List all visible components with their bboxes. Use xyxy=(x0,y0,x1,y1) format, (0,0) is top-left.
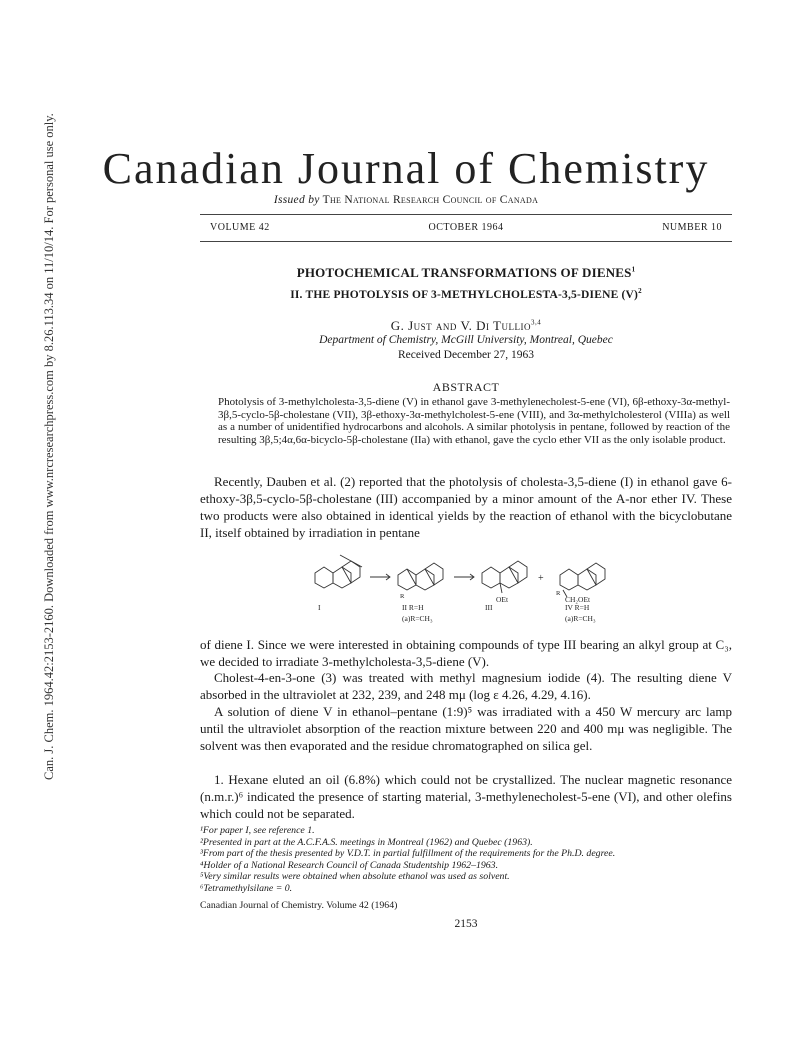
footnote-5: ⁵Very similar results were obtained when absolute ethanol was used as solvent. xyxy=(200,871,510,882)
label-IV: IV R=H xyxy=(565,603,590,612)
label-IVa: (a)R=CH₃ xyxy=(565,614,596,623)
paragraph-1: Recently, Dauben et al. (2) reported that the photolysis of cholesta-3,5-diene (I) in ethanol gave 6-ethoxy-3β,5-cyclo-5β-cholestane (III) accompanied by a minor amount of the A-nor ether IV. These two products were also obtained in identical yields by the reaction of ethanol with the bicyclobutane II, itself obtained by irradiation in pentane xyxy=(200,474,732,540)
footnotes xyxy=(200,825,732,894)
issuing-organization: The National Research Council of Canada xyxy=(322,194,539,206)
paragraph-5: 1. Hexane eluted an oil (6.8%) which could not be crystallized. The nuclear magnetic resonance (n.m.r.)⁶ indicated the presence of starting material, 3-methylenecholest-5-ene (VI), and other olefins which could not be separated. xyxy=(200,772,732,821)
journal-title: Canadian Journal of Chemistry xyxy=(102,144,710,193)
label-IIa: (a)R=CH₃ xyxy=(402,614,433,623)
download-note-text: Can. J. Chem. 1964.42:2153-2160. Downloaded from www.nrcresearchpress.com by 8.26.113.34 on 11/10/14. For personal use only. xyxy=(42,113,56,780)
issue-date: OCTOBER 1964 xyxy=(428,222,504,233)
page-number: 2153 xyxy=(454,918,478,930)
article-title-text: PHOTOCHEMICAL TRANSFORMATIONS OF DIENES xyxy=(296,265,632,280)
structure-II xyxy=(398,563,443,590)
footnote-3: ³From part of the thesis presented by V.D.T. in partial fulfillment of the requirements for the Ph.D. degree. xyxy=(200,848,616,859)
authors-footnote-mark: 3,4 xyxy=(531,318,542,327)
footnote-6: ⁶Tetramethylsilane = 0. xyxy=(200,882,293,894)
ch2oet-label: CH₂OEt xyxy=(565,595,591,604)
article-subtitle xyxy=(200,287,732,301)
r-label-2: R xyxy=(556,590,561,597)
article-subtitle-text: II. THE PHOTOLYSIS OF 3-METHYLCHOLESTA-3,5-DIENE (V) xyxy=(290,288,639,301)
reaction-scheme xyxy=(310,545,650,633)
authors xyxy=(200,318,732,334)
download-side-note xyxy=(2,113,56,780)
issued-word: Issued xyxy=(273,194,306,206)
abstract-heading: ABSTRACT xyxy=(432,380,500,394)
plus-sign: + xyxy=(538,573,544,584)
oet-label: OEt xyxy=(496,595,509,604)
issued-by-line xyxy=(0,194,812,206)
footnote-4: ⁴Holder of a National Research Council of Canada Studentship 1962–1963. xyxy=(200,859,499,871)
paragraph-2: of diene I. Since we were interested in obtaining compounds of type III bearing an alkyl group at C₃, we decided to irradiate 3-methylcholesta-3,5-diene (V). xyxy=(200,637,732,669)
r-label-1: R xyxy=(400,593,405,600)
paragraph-4: A solution of diene V in ethanol–pentane (1:9)⁵ was irradiated with a 450 W mercury arc lamp until the ultraviolet absorption of the reaction mixture between 220 and 400 mμ was negligible. The solvent was then evaporated and the residue chromatographed on silica gel. xyxy=(200,704,732,753)
structure-I xyxy=(315,555,362,588)
by-word: by xyxy=(308,194,320,206)
subtitle-footnote-mark: 2 xyxy=(638,287,642,295)
journal-footer: Canadian Journal of Chemistry. Volume 42 (1964) xyxy=(200,900,398,911)
affiliation: Department of Chemistry, McGill University, Montreal, Quebec xyxy=(319,334,613,346)
issue-number: NUMBER 10 xyxy=(662,222,722,233)
structure-IV xyxy=(560,563,605,597)
footnote-1: ¹For paper I, see reference 1. xyxy=(200,825,315,836)
abstract-text: Photolysis of 3-methylcholesta-3,5-diene (V) in ethanol gave 3-methylenecholest-5-ene (VI), 6β-ethoxy-3α-methyl-3β,5-cyclo-5β-cholestane (VII), 3β-ethoxy-3α-methylcholest-5-ene (VIII), and 3α-methylcholesterol (VIIIa) as well as a number of unidentified hydrocarbons and alcohols. A similar photolysis in pentane, followed by reaction of the resulting 3β,5;4α,6α-bicyclo-5β-cholestane (IIa) with ethanol, gave the cyclo ether VII as the only isolable product. xyxy=(218,396,730,446)
label-II: II R=H xyxy=(402,603,424,612)
label-III: III xyxy=(485,603,493,612)
volume-label: VOLUME 42 xyxy=(210,222,270,233)
footnote-2: ²Presented in part at the A.C.F.A.S. meetings in Montreal (1962) and Quebec (1963). xyxy=(200,836,533,848)
structure-III xyxy=(482,561,527,593)
article-title xyxy=(200,265,732,281)
paragraph-3: Cholest-4-en-3-one (3) was treated with methyl magnesium iodide (4). The resulting diene V absorbed in the ultraviolet at 232, 239, and 248 mμ (log ε 4.26, 4.29, 4.16). xyxy=(200,670,732,702)
label-I: I xyxy=(318,603,321,612)
received-date: Received December 27, 1963 xyxy=(397,349,535,361)
authors-text: G. Just and V. Di Tullio xyxy=(390,318,531,333)
issue-info-bar xyxy=(200,214,732,242)
title-footnote-mark: 1 xyxy=(631,265,636,274)
